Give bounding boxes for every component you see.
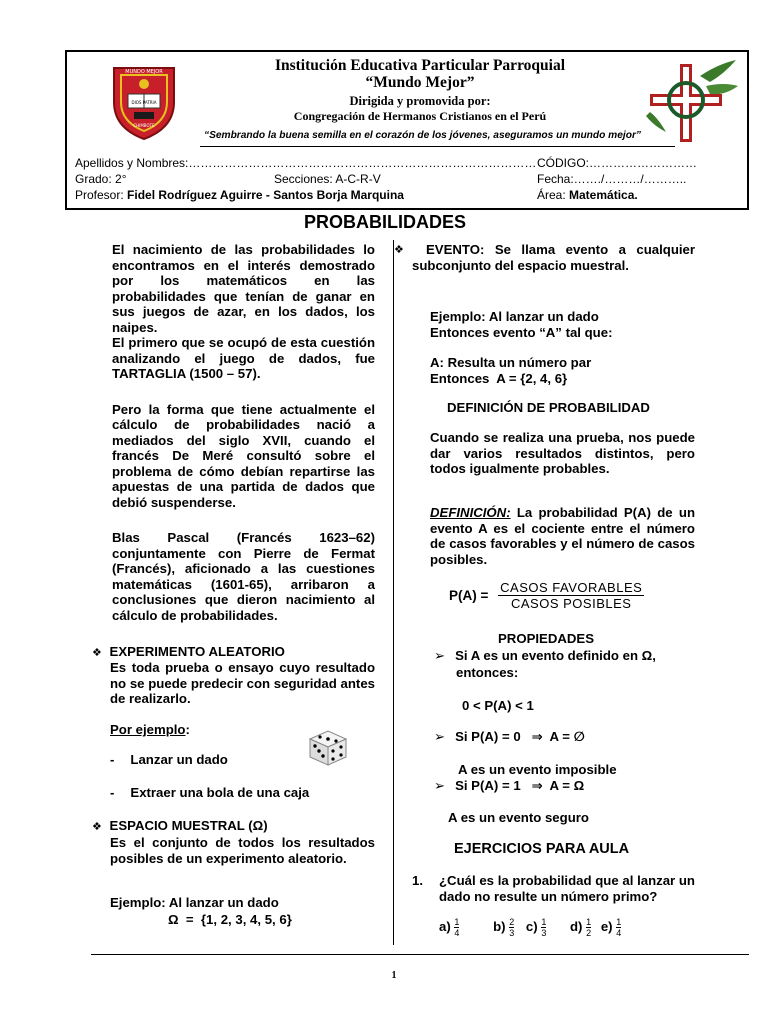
- teacher-names: Fidel Rodríguez Aguirre - Santos Borja Marquina: [127, 188, 404, 202]
- motto-divider: [200, 146, 675, 147]
- exercises-heading: EJERCICIOS PARA AULA: [454, 841, 630, 857]
- answer-options: [439, 917, 621, 938]
- property-2: ➢ Si P(A) = 0 ⇒ A = ∅: [434, 729, 585, 744]
- event-example-3: A: Resulta un número par: [430, 355, 592, 370]
- event-example-1: Ejemplo: Al lanzar un dado: [430, 309, 599, 324]
- arrow-icon: ➢: [434, 648, 446, 663]
- names-field: Apellidos y Nombres:……………………………………………………………………………: [75, 156, 537, 170]
- footer-divider: [91, 954, 749, 955]
- column-divider: [393, 240, 394, 945]
- property-range: 0 < P(A) < 1: [462, 698, 534, 713]
- code-field: CÓDIGO:………………………: [537, 156, 698, 170]
- sample-space-set: Ω = {1, 2, 3, 4, 5, 6}: [168, 912, 292, 927]
- properties-heading: PROPIEDADES: [498, 631, 594, 646]
- definition-paragraph-2: DEFINICIÓN: La probabilidad P(A) de un evento A es el cociente entre el número de casos favorables y el número de casos posibles.: [430, 505, 695, 567]
- arrow-icon: ➢: [434, 778, 446, 793]
- property-2-note: A es un evento imposible: [458, 762, 617, 777]
- page-number: 1: [391, 970, 397, 981]
- dice-icon: [306, 727, 350, 767]
- event-definition: ❖ EVENTO: Se llama evento a cualquier subconjunto del espacio muestral.: [394, 242, 695, 273]
- cross-emblem-logo: [640, 56, 740, 148]
- school-name: “Mundo Mejor”: [365, 74, 475, 91]
- question-1-text: ¿Cuál es la probabilidad que al lanzar un dado no resulte un número primo?: [439, 873, 695, 904]
- formula-denominator: CASOS POSIBLES: [511, 596, 632, 611]
- logo-bottom-text: CHIMBOTE: [133, 123, 155, 128]
- area-value: Matemática.: [569, 188, 638, 202]
- bullet-icon: ❖: [92, 647, 102, 659]
- sample-space-example: Ejemplo: Al lanzar un dado: [110, 895, 279, 910]
- motto: “Sembrando la buena semilla en el corazón de los jóvenes, aseguramos un mundo mejor”: [203, 130, 642, 141]
- property-3-note: A es un evento seguro: [448, 810, 589, 825]
- property-1: ➢ Si A es un evento definido en Ω,: [434, 648, 656, 663]
- logo-top-text: MUNDO MEJOR: [125, 69, 163, 75]
- grade-field: Grado: 2°: [75, 172, 127, 186]
- option-b[interactable]: b) $\frac{2}{3}$: [493, 917, 515, 938]
- history-paragraph-1: El nacimiento de las probabilidades lo encontramos en el interés demostrado por los matemáticos en las probabilidades que tenían de ganar en sus juegos de azar, en los dados, los naipes.: [112, 242, 375, 335]
- history-paragraph-2: El primero que se ocupó de esta cuestión analizando el juego de dados, fue TARTAGLIA (1500 – 57).: [112, 335, 375, 381]
- history-paragraph-4: Blas Pascal (Francés 1623–62) conjuntamente con Pierre de Fermat (Francés), aficionado a las cuestiones matemáticas (1601-65), arribaron a conclusiones que dieron nacimiento al cálculo de probabilidades.: [112, 530, 375, 623]
- property-1-cont: entonces:: [456, 665, 519, 680]
- teacher-field: Profesor: Fidel Rodríguez Aguirre - Santos Borja Marquina: [75, 188, 404, 202]
- logo-mid-text: DIOS PATRIA: [131, 100, 157, 105]
- date-field: Fecha:……./………/………..: [537, 172, 687, 186]
- option-e[interactable]: e) $\frac{1}{4}$: [600, 917, 622, 938]
- sample-space-text: Es el conjunto de todos los resultados posibles de un experimento aleatorio.: [110, 835, 375, 866]
- arrow-icon: ➢: [434, 729, 446, 744]
- probability-definition-heading: DEFINICIÓN DE PROBABILIDAD: [447, 400, 650, 415]
- left-column: [112, 242, 375, 623]
- sections-field: Secciones: A-C-R-V: [274, 172, 381, 186]
- option-d[interactable]: d) $\frac{1}{2}$: [570, 917, 592, 938]
- event-example-4: Entonces A = {2, 4, 6}: [430, 371, 568, 386]
- option-a[interactable]: a) $\frac{1}{4}$: [439, 917, 460, 938]
- page-title: PROBABILIDADES: [303, 212, 466, 232]
- bullet-icon: ❖: [394, 244, 404, 256]
- example-label: Por ejemplo:: [110, 722, 190, 737]
- option-c[interactable]: c) $\frac{1}{3}$: [525, 917, 547, 938]
- congregation: Congregación de Hermanos Cristianos en el Perú: [293, 109, 547, 123]
- bullet-icon: ❖: [92, 821, 102, 833]
- example-item-2: - Extraer una bola de una caja: [110, 785, 310, 800]
- experiment-text: Es toda prueba o ensayo cuyo resultado no se puede predecir con seguridad antes de realizarlo.: [110, 660, 375, 706]
- event-example-2: Entonces evento “A” tal que:: [430, 325, 613, 340]
- school-shield-logo: [104, 62, 184, 142]
- definition-paragraph-1: Cuando se realiza una prueba, nos puede dar varios resultados distintos, pero todos igualmente probables.: [430, 430, 695, 476]
- area-field: Área: Matemática.: [537, 188, 638, 202]
- property-3: ➢ Si P(A) = 1 ⇒ A = Ω: [434, 778, 585, 793]
- question-1-number: 1.: [412, 873, 423, 888]
- history-paragraph-3: Pero la forma que tiene actualmente el cálculo de probabilidades nació a mediados del siglo XVII, cuando el francés De Meré consultó sobre el problema de cómo debían repartirse las apuestas de una partida de dados que debió suspenderse.: [112, 401, 375, 510]
- institution-name: Institución Educativa Particular Parroquial: [274, 57, 566, 74]
- experiment-heading: ❖ EXPERIMENTO ALEATORIO: [92, 644, 285, 659]
- sample-space-heading: ❖ ESPACIO MUESTRAL (Ω): [92, 818, 268, 833]
- probability-formula: P(A) = $\frac{\text{CASOS FAVORABLES}}{\text{CASOS POSIBLES}}$: [449, 580, 643, 611]
- directed-by: Dirigida y promovida por:: [349, 94, 491, 108]
- example-item-1: - Lanzar un dado: [110, 752, 228, 767]
- formula-numerator: CASOS FAVORABLES: [500, 580, 643, 595]
